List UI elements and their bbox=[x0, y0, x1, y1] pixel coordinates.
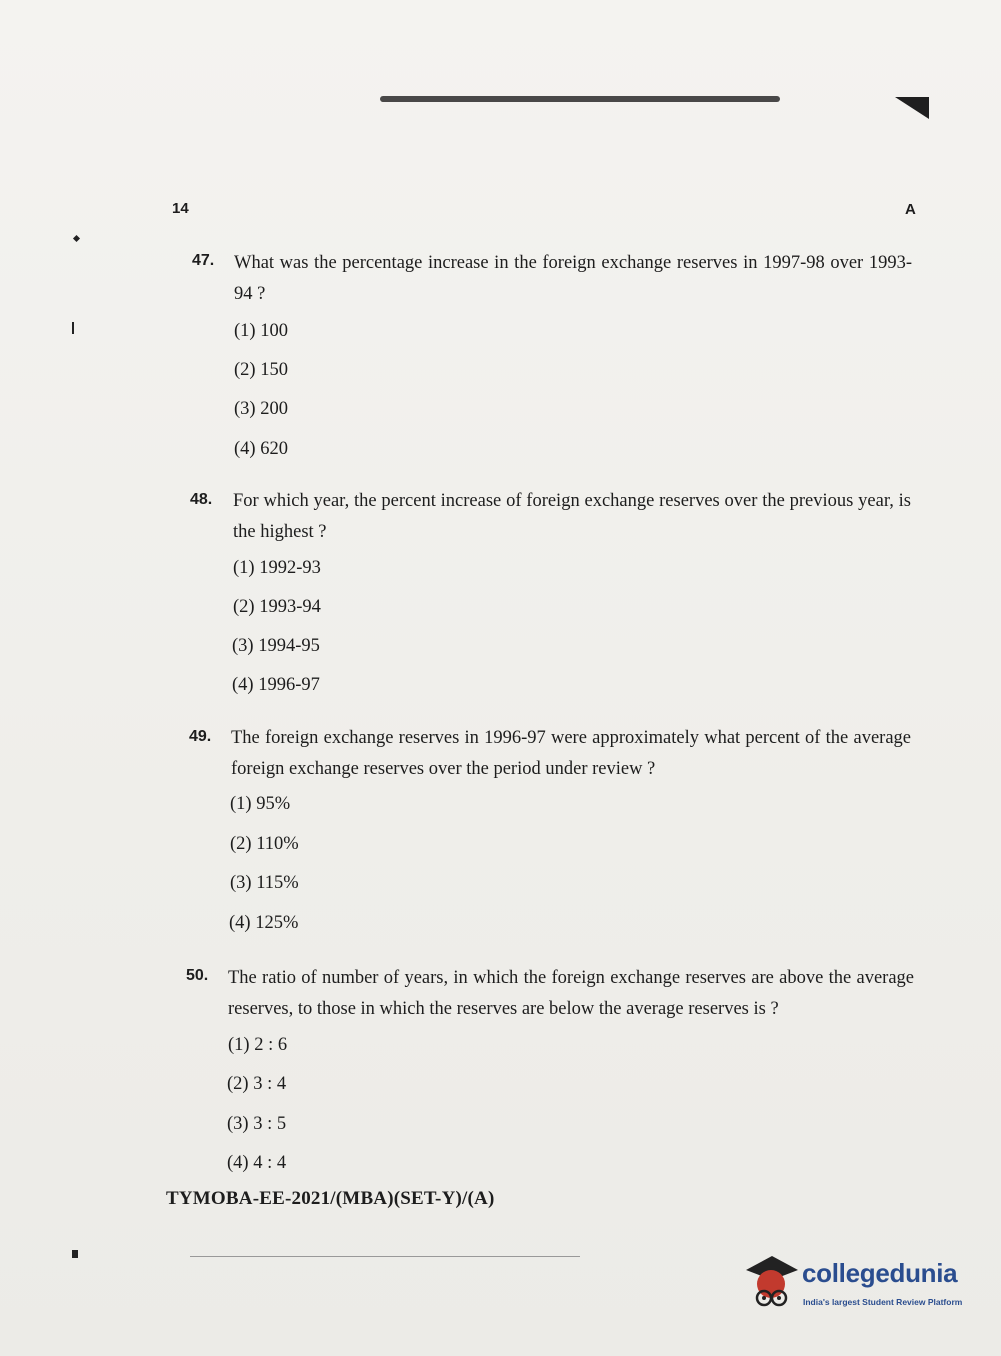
option-2: (2) 150 bbox=[234, 360, 288, 380]
scan-edge-shadow bbox=[380, 96, 780, 102]
collegedunia-logo bbox=[742, 1250, 972, 1310]
option-4: (4) 620 bbox=[234, 439, 288, 459]
option-2: (2) 110% bbox=[230, 834, 299, 854]
question-text: The foreign exchange reserves in 1996-97 were approximately what percent of the average foreign exchange reserves over the period under review ? bbox=[231, 728, 911, 779]
option-4: (4) 4 : 4 bbox=[227, 1153, 287, 1173]
option-3: (3) 3 : 5 bbox=[227, 1114, 287, 1134]
margin-mark bbox=[72, 1250, 78, 1258]
option-2: (2) 1993-94 bbox=[233, 597, 321, 617]
brand-name: collegedunia bbox=[802, 1258, 958, 1288]
question-number: 47. bbox=[192, 252, 215, 269]
option-1: (1) 2 : 6 bbox=[228, 1035, 288, 1055]
option-4: (4) 1996-97 bbox=[232, 675, 320, 695]
option-2: (2) 3 : 4 bbox=[227, 1074, 287, 1094]
set-letter: A bbox=[905, 201, 916, 218]
margin-mark bbox=[73, 235, 80, 242]
option-3: (3) 115% bbox=[230, 873, 299, 893]
bottom-rule bbox=[190, 1256, 580, 1257]
question-number: 49. bbox=[189, 728, 212, 745]
option-1: (1) 95% bbox=[230, 794, 291, 814]
mascot-icon bbox=[742, 1250, 800, 1308]
option-3: (3) 200 bbox=[234, 399, 288, 419]
question-text: The ratio of number of years, in which the foreign exchange reserves are above the average reserves, to those in which the reserves are below the average reserves is ? bbox=[228, 968, 914, 1019]
option-1: (1) 1992-93 bbox=[233, 558, 321, 578]
paper-code: TYMOBA-EE-2021/(MBA)(SET-Y)/(A) bbox=[166, 1188, 495, 1209]
page-number: 14 bbox=[172, 200, 189, 217]
margin-mark bbox=[72, 322, 74, 334]
scan-corner-shadow bbox=[895, 97, 929, 119]
question-number: 50. bbox=[186, 967, 209, 984]
option-1: (1) 100 bbox=[234, 321, 288, 341]
brand-tagline: India's largest Student Review Platform bbox=[803, 1297, 963, 1307]
question-text: For which year, the percent increase of foreign exchange reserves over the previous year, is the highest ? bbox=[233, 491, 911, 542]
question-text: What was the percentage increase in the foreign exchange reserves in 1997-98 over 1993-94 ? bbox=[234, 253, 912, 304]
question-number: 48. bbox=[190, 491, 213, 508]
option-3: (3) 1994-95 bbox=[232, 636, 320, 656]
option-4: (4) 125% bbox=[229, 913, 299, 933]
